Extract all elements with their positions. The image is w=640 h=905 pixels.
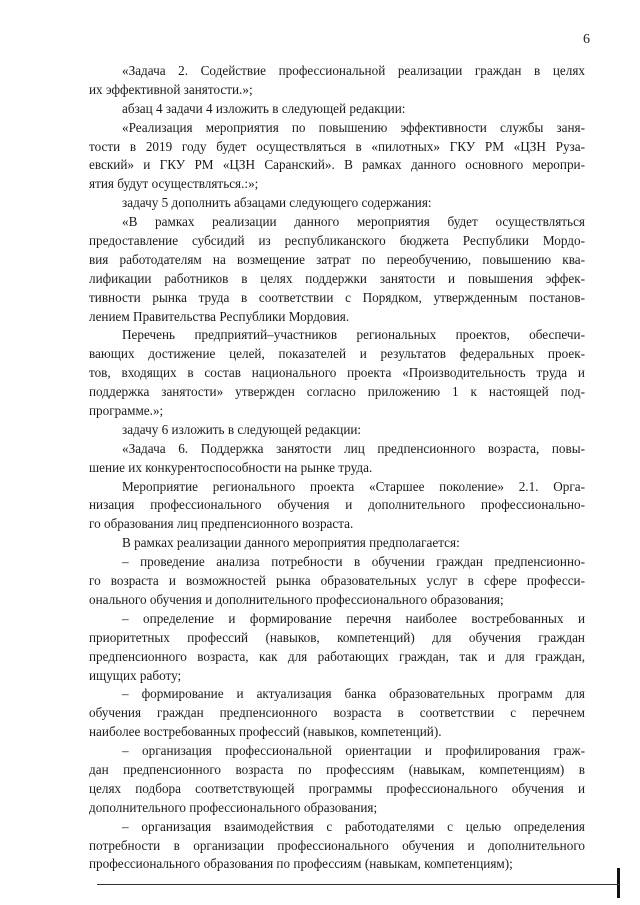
text-line: их эффективной занятости.»; <box>89 81 253 97</box>
text-line: го возраста и возможностей рынка образовательных услуг в сфере професси- <box>89 573 585 589</box>
document-body <box>89 62 585 874</box>
text-line: «Реализация мероприятия по повышению эффективности службы заня- <box>122 119 585 135</box>
text-line: наиболее востребованных профессий (навыков, компетенций). <box>89 724 442 740</box>
text-line: приоритетных профессий (навыков, компетенций) для обучения граждан <box>89 629 585 645</box>
text-line: тости в 2019 году будет осуществляться в «пилотных» ГКУ РМ «ЦЗН Руза- <box>89 138 585 154</box>
text-line: «Задача 6. Поддержка занятости лиц предпенсионного возраста, повы- <box>122 440 585 456</box>
text-line: евский» и ГКУ РМ «ЦЗН Саранский». В рамках данного основного меропри- <box>89 157 585 173</box>
text-line: задачу 5 дополнить абзацами следующего содержания: <box>122 195 432 211</box>
text-line: – проведение анализа потребности в обучении граждан предпенсионно- <box>122 554 585 570</box>
text-line: потребности в организации профессионального обучения и дополнительного <box>89 837 585 853</box>
scan-edge-right <box>617 868 620 898</box>
text-line: дополнительного профессионального образования; <box>89 799 378 815</box>
text-line: «В рамках реализации данного мероприятия будет осуществляться <box>122 214 585 230</box>
text-line: – организация взаимодействия с работодателями с целью определения <box>122 818 585 834</box>
text-line: вающих достижение целей, показателей и результатов федеральных проек- <box>89 346 585 362</box>
text-line: целях подбора соответствующей программы профессионального обучения и <box>89 780 585 796</box>
text-line: низация профессионального обучения и дополнительного профессионально- <box>89 497 585 513</box>
text-line: предоставление субсидий из республиканского бюджета Республики Мордо- <box>89 233 585 249</box>
text-line: го образования лиц предпенсионного возраста. <box>89 516 354 532</box>
text-line: – формирование и актуализация банка образовательных программ для <box>122 686 585 702</box>
text-line: – организация профессиональной ориентации и профилирования граж- <box>122 743 585 759</box>
text-line: лификации работников в целях поддержки занятости и повышения эффек- <box>89 270 585 286</box>
text-line: тов, входящих в состав национального проекта «Производительность труда и <box>89 365 585 381</box>
text-line: шение их конкурентоспособности на рынке труда. <box>89 459 373 475</box>
text-line: – определение и формирование перечня наиболее востребованных и <box>122 610 585 626</box>
text-line: обучения граждан предпенсионного возраста в соответствии с перечнем <box>89 705 585 721</box>
text-line: дан предпенсионного возраста по профессиям (навыкам, компетенциям) в <box>89 761 585 777</box>
text-line: поддержка занятости» утвержден согласно приложению 1 к настоящей под- <box>89 384 585 400</box>
text-line: тивности рынка труда в соответствии с Порядком, утвержденным постанов- <box>89 289 585 305</box>
text-line: В рамках реализации данного мероприятия предполагается: <box>122 535 460 551</box>
text-line: абзац 4 задачи 4 изложить в следующей редакции: <box>122 100 406 116</box>
text-line: вия работодателям на возмещение затрат по переобучению, повышению ква- <box>89 251 585 267</box>
text-line: ищущих работу; <box>89 667 182 683</box>
text-line: «Задача 2. Содействие профессиональной реализации граждан в целях <box>122 63 585 78</box>
text-line: профессионального образования по профессиям (навыкам, компетенциям); <box>89 856 513 872</box>
text-line: задачу 6 изложить в следующей редакции: <box>122 421 362 437</box>
page-number: 6 <box>583 32 590 47</box>
text-line: Мероприятие регионального проекта «Старшее поколение» 2.1. Орга- <box>122 478 585 494</box>
scan-edge-bottom <box>97 884 620 885</box>
text-line: Перечень предприятий–участников региональных проектов, обеспечи- <box>122 327 585 343</box>
text-line: программе.»; <box>89 403 164 419</box>
text-line: лением Правительства Республики Мордовия. <box>89 308 350 324</box>
text-line: предпенсионного возраста, как для работающих граждан, так и для граждан, <box>89 648 585 664</box>
text-line: ятия будут осуществляться.:»; <box>89 176 259 192</box>
text-line: онального обучения и дополнительного профессионального образования; <box>89 591 504 607</box>
